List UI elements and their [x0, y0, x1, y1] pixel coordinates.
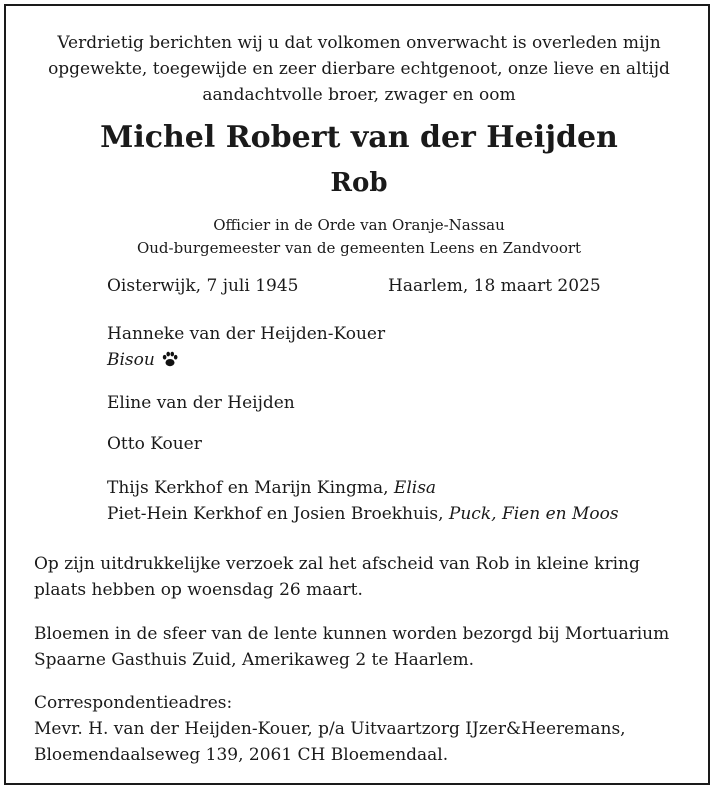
honor-line: Oud-burgemeester van de gemeenten Leens en Zandvoort	[136, 239, 582, 257]
paragraph-line: Bloemen in de sfeer van de lente kunnen worden bezorgd bij Mortuarium	[34, 624, 670, 644]
grandchildren-names: Puck, Fien en Moos	[448, 504, 619, 524]
paragraph-line: Op zijn uitdrukkelijke verzoek zal het afscheid van Rob in kleine kring	[34, 554, 640, 574]
honors	[0, 214, 718, 260]
correspondence-address	[34, 690, 626, 768]
flowers-paragraph	[34, 621, 669, 673]
address-line: Correspondentieadres:	[34, 693, 233, 713]
paw-icon	[161, 350, 179, 373]
honor-line: Officier in de Orde van Oranje-Nassau	[213, 216, 505, 234]
address-line: Bloemendaalseweg 139, 2061 CH Bloemendaal.	[34, 745, 449, 765]
grandchildren-names: Elisa	[393, 478, 437, 498]
child-name: Eline van der Heijden	[107, 393, 295, 413]
death-date: Haarlem, 18 maart 2025	[388, 276, 601, 296]
intro-text	[0, 30, 718, 108]
address-line: Mevr. H. van der Heijden-Kouer, p/a Uitvaartzorg IJzer&Heeremans,	[34, 719, 626, 739]
paragraph-line: plaats hebben op woensdag 26 maart.	[34, 580, 363, 600]
spouse-name: Hanneke van der Heijden-Kouer	[107, 324, 386, 344]
intro-line: aandachtvolle broer, zwager en oom	[202, 85, 516, 105]
intro-line: Verdrietig berichten wij u dat volkomen onverwacht is overleden mijn	[57, 33, 661, 53]
family-line	[107, 478, 436, 498]
relative-name: Otto Kouer	[107, 434, 202, 454]
pet-line	[107, 350, 179, 373]
paragraph-line: Spaarne Gasthuis Zuid, Amerikaweg 2 te Haarlem.	[34, 650, 475, 670]
deceased-name: Michel Robert van der Heijden	[100, 120, 618, 155]
family-names: Piet-Hein Kerkhof en Josien Broekhuis,	[107, 504, 444, 524]
birth-date: Oisterwijk, 7 juli 1945	[107, 276, 299, 296]
farewell-paragraph	[34, 551, 640, 603]
intro-line: opgewekte, toegewijde en zeer dierbare echtgenoot, onze lieve en altijd	[48, 59, 670, 79]
pet-name: Bisou	[107, 350, 155, 370]
deceased-nickname: Rob	[330, 168, 388, 198]
family-line	[107, 504, 619, 524]
family-names: Thijs Kerkhof en Marijn Kingma,	[107, 478, 389, 498]
